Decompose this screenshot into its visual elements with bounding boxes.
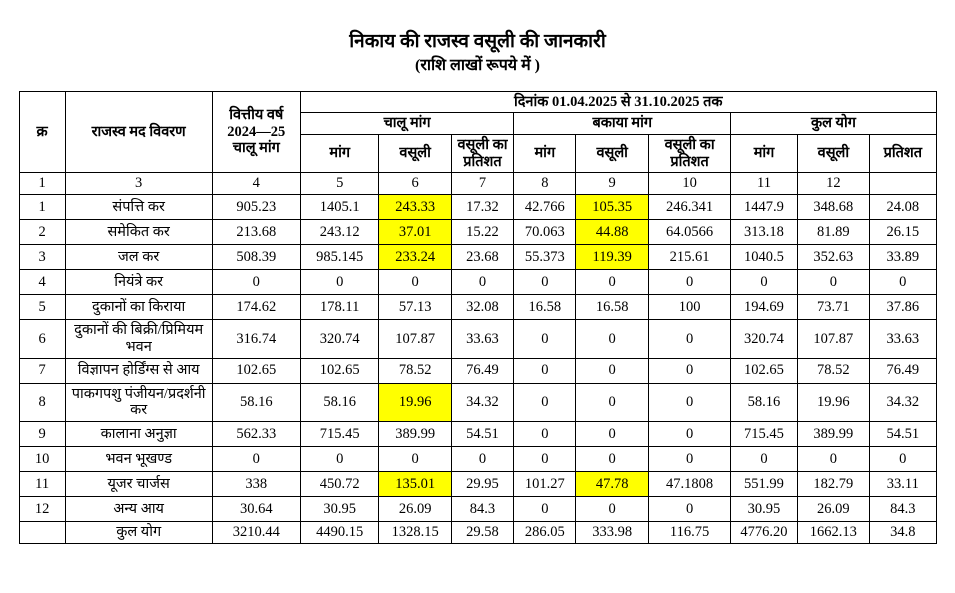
cell-arrear-pct: 64.0566 — [648, 220, 730, 245]
colnum-10: 10 — [648, 173, 730, 195]
cell-arrear-recovery: 44.88 — [576, 220, 648, 245]
cell-current-recovery: 57.13 — [379, 295, 451, 320]
cell-arrear-recovery: 0 — [576, 421, 648, 446]
total-cell-total-pct: 34.8 — [870, 521, 936, 543]
cell-current-year-demand: 316.74 — [212, 320, 300, 358]
cell-arrear-pct: 100 — [648, 295, 730, 320]
cell-current-year-demand: 0 — [212, 446, 300, 471]
cell-arrear-demand: 70.063 — [514, 220, 576, 245]
cell-arrear-recovery: 0 — [576, 270, 648, 295]
cell-current-pct: 0 — [451, 446, 513, 471]
total-cell-total-recovery: 1662.13 — [797, 521, 869, 543]
cell-current-pct: 15.22 — [451, 220, 513, 245]
colnum-blank — [870, 173, 936, 195]
cell-sno: 6 — [19, 320, 65, 358]
cell-total-recovery: 19.96 — [797, 383, 869, 421]
cell-total-recovery: 81.89 — [797, 220, 869, 245]
cell-current-pct: 76.49 — [451, 358, 513, 383]
table-row — [19, 320, 936, 358]
total-cell-arrear-demand: 286.05 — [514, 521, 576, 543]
cell-current-pct: 54.51 — [451, 421, 513, 446]
title-block — [0, 0, 955, 77]
cell-sno: 4 — [19, 270, 65, 295]
table-row — [19, 245, 936, 270]
cell-current-demand: 243.12 — [301, 220, 379, 245]
cell-description: भवन भूखण्ड — [65, 446, 212, 471]
cell-total-recovery: 0 — [797, 270, 869, 295]
cell-current-recovery: 135.01 — [379, 471, 451, 496]
table-row — [19, 220, 936, 245]
cell-current-pct: 0 — [451, 270, 513, 295]
cell-arrear-pct: 0 — [648, 320, 730, 358]
cell-total-recovery: 182.79 — [797, 471, 869, 496]
cell-sno: 8 — [19, 383, 65, 421]
cell-current-demand: 1405.1 — [301, 195, 379, 220]
cell-arrear-demand: 42.766 — [514, 195, 576, 220]
total-cell-label: कुल योग — [65, 521, 212, 543]
cell-total-demand: 320.74 — [731, 320, 797, 358]
cell-total-pct: 76.49 — [870, 358, 936, 383]
header-arrear-recovery-pct: वसूली का प्रतिशत — [648, 134, 730, 172]
cell-current-year-demand: 102.65 — [212, 358, 300, 383]
header-total-pct: प्रतिशत — [870, 134, 936, 172]
cell-current-year-demand: 174.62 — [212, 295, 300, 320]
cell-arrear-recovery: 119.39 — [576, 245, 648, 270]
table-row — [19, 270, 936, 295]
header-current-year-demand: वित्तीय वर्ष 2024—25 चालू मांग — [212, 91, 300, 173]
cell-total-demand: 715.45 — [731, 421, 797, 446]
header-total-recovery: वसूली — [797, 134, 869, 172]
cell-current-pct: 29.95 — [451, 471, 513, 496]
cell-total-demand: 1040.5 — [731, 245, 797, 270]
cell-sno: 9 — [19, 421, 65, 446]
cell-current-pct: 84.3 — [451, 496, 513, 521]
cell-sno: 1 — [19, 195, 65, 220]
cell-total-demand: 102.65 — [731, 358, 797, 383]
cell-total-recovery: 352.63 — [797, 245, 869, 270]
cell-description: संपत्ति कर — [65, 195, 212, 220]
cell-arrear-recovery: 0 — [576, 446, 648, 471]
cell-arrear-demand: 0 — [514, 358, 576, 383]
cell-current-recovery: 107.87 — [379, 320, 451, 358]
colnum-7: 7 — [451, 173, 513, 195]
cell-current-demand: 102.65 — [301, 358, 379, 383]
cell-current-demand: 320.74 — [301, 320, 379, 358]
table-total-row — [19, 521, 936, 543]
cell-description: यूजर चार्जस — [65, 471, 212, 496]
cell-total-pct: 26.15 — [870, 220, 936, 245]
table-row — [19, 471, 936, 496]
colnum-6: 6 — [379, 173, 451, 195]
cell-total-demand: 551.99 — [731, 471, 797, 496]
cell-current-year-demand: 0 — [212, 270, 300, 295]
colnum-1: 1 — [19, 173, 65, 195]
cell-total-pct: 84.3 — [870, 496, 936, 521]
cell-arrear-recovery: 105.35 — [576, 195, 648, 220]
cell-arrear-recovery: 0 — [576, 383, 648, 421]
table-row — [19, 421, 936, 446]
cell-arrear-demand: 101.27 — [514, 471, 576, 496]
table-row — [19, 195, 936, 220]
cell-arrear-demand: 0 — [514, 320, 576, 358]
cell-description: समेकित कर — [65, 220, 212, 245]
cell-total-recovery: 78.52 — [797, 358, 869, 383]
cell-current-recovery: 37.01 — [379, 220, 451, 245]
column-number-row — [19, 173, 936, 195]
cell-description: अन्य आय — [65, 496, 212, 521]
colnum-8: 8 — [514, 173, 576, 195]
cell-description: जल कर — [65, 245, 212, 270]
cell-current-demand: 178.11 — [301, 295, 379, 320]
cell-current-pct: 17.32 — [451, 195, 513, 220]
header-current-recovery: वसूली — [379, 134, 451, 172]
cell-arrear-pct: 246.341 — [648, 195, 730, 220]
cell-arrear-demand: 0 — [514, 446, 576, 471]
cell-description: पाकगपशु पंजीयन/प्रदर्शनी कर — [65, 383, 212, 421]
cell-total-pct: 34.32 — [870, 383, 936, 421]
total-cell-arrear-recovery: 333.98 — [576, 521, 648, 543]
cell-total-pct: 54.51 — [870, 421, 936, 446]
cell-current-year-demand: 508.39 — [212, 245, 300, 270]
cell-arrear-pct: 0 — [648, 270, 730, 295]
cell-current-recovery: 19.96 — [379, 383, 451, 421]
colnum-4: 4 — [212, 173, 300, 195]
cell-sno: 2 — [19, 220, 65, 245]
cell-current-year-demand: 905.23 — [212, 195, 300, 220]
cell-arrear-pct: 0 — [648, 446, 730, 471]
cell-current-pct: 23.68 — [451, 245, 513, 270]
cell-sno: 7 — [19, 358, 65, 383]
cell-total-recovery: 0 — [797, 446, 869, 471]
cell-arrear-recovery: 0 — [576, 358, 648, 383]
cell-current-year-demand: 30.64 — [212, 496, 300, 521]
cell-sno: 3 — [19, 245, 65, 270]
cell-description: नियंत्रे कर — [65, 270, 212, 295]
cell-current-pct: 34.32 — [451, 383, 513, 421]
cell-current-recovery: 233.24 — [379, 245, 451, 270]
table-head — [19, 91, 936, 195]
page-title: निकाय की राजस्व वसूली की जानकारी — [349, 31, 606, 52]
cell-total-pct: 33.63 — [870, 320, 936, 358]
table-row — [19, 383, 936, 421]
cell-total-demand: 58.16 — [731, 383, 797, 421]
cell-current-recovery: 0 — [379, 270, 451, 295]
cell-total-pct: 33.89 — [870, 245, 936, 270]
cell-current-recovery: 243.33 — [379, 195, 451, 220]
cell-arrear-demand: 0 — [514, 496, 576, 521]
cell-arrear-demand: 0 — [514, 421, 576, 446]
total-cell-current-pct: 29.58 — [451, 521, 513, 543]
header-sno: क्र — [19, 91, 65, 173]
total-cell-arrear-pct: 116.75 — [648, 521, 730, 543]
date-band-row — [19, 91, 936, 113]
cell-arrear-recovery: 16.58 — [576, 295, 648, 320]
cell-arrear-demand: 16.58 — [514, 295, 576, 320]
cell-current-demand: 985.145 — [301, 245, 379, 270]
header-group-total: कुल योग — [731, 113, 936, 135]
cell-arrear-pct: 215.61 — [648, 245, 730, 270]
cell-current-demand: 450.72 — [301, 471, 379, 496]
cell-description: कालाना अनुज्ञा — [65, 421, 212, 446]
cell-total-demand: 0 — [731, 446, 797, 471]
total-cell-current-year-demand: 3210.44 — [212, 521, 300, 543]
total-cell-total-demand: 4776.20 — [731, 521, 797, 543]
header-total-demand: मांग — [731, 134, 797, 172]
cell-current-year-demand: 58.16 — [212, 383, 300, 421]
header-group-current: चालू मांग — [301, 113, 514, 135]
cell-total-pct: 24.08 — [870, 195, 936, 220]
cell-arrear-recovery: 47.78 — [576, 471, 648, 496]
cell-total-demand: 30.95 — [731, 496, 797, 521]
cell-current-year-demand: 338 — [212, 471, 300, 496]
cell-description: दुकानों की बिक्री/प्रिमियम भवन — [65, 320, 212, 358]
cell-total-pct: 37.86 — [870, 295, 936, 320]
table-row — [19, 358, 936, 383]
cell-total-recovery: 348.68 — [797, 195, 869, 220]
cell-arrear-pct: 0 — [648, 358, 730, 383]
header-current-recovery-pct: वसूली का प्रतिशत — [451, 134, 513, 172]
table-row — [19, 496, 936, 521]
header-description: राजस्व मद विवरण — [65, 91, 212, 173]
cell-total-recovery: 389.99 — [797, 421, 869, 446]
cell-arrear-recovery: 0 — [576, 320, 648, 358]
revenue-table — [19, 91, 937, 544]
cell-current-pct: 33.63 — [451, 320, 513, 358]
cell-total-recovery: 107.87 — [797, 320, 869, 358]
cell-total-demand: 0 — [731, 270, 797, 295]
header-group-arrear: बकाया मांग — [514, 113, 731, 135]
cell-description: दुकानों का किराया — [65, 295, 212, 320]
cell-arrear-pct: 47.1808 — [648, 471, 730, 496]
cell-arrear-demand: 0 — [514, 383, 576, 421]
cell-current-demand: 0 — [301, 270, 379, 295]
cell-arrear-demand: 0 — [514, 270, 576, 295]
cell-total-demand: 194.69 — [731, 295, 797, 320]
total-cell-current-demand: 4490.15 — [301, 521, 379, 543]
table-row — [19, 295, 936, 320]
cell-arrear-pct: 0 — [648, 421, 730, 446]
colnum-9: 9 — [576, 173, 648, 195]
cell-sno: 10 — [19, 446, 65, 471]
header-arrear-demand: मांग — [514, 134, 576, 172]
cell-arrear-pct: 0 — [648, 383, 730, 421]
cell-current-recovery: 389.99 — [379, 421, 451, 446]
page-subtitle: (राशि लाखों रूपये में ) — [415, 56, 540, 74]
colnum-5: 5 — [301, 173, 379, 195]
cell-total-pct: 0 — [870, 270, 936, 295]
cell-sno: 5 — [19, 295, 65, 320]
cell-current-year-demand: 213.68 — [212, 220, 300, 245]
cell-current-recovery: 26.09 — [379, 496, 451, 521]
cell-current-demand: 58.16 — [301, 383, 379, 421]
cell-total-demand: 1447.9 — [731, 195, 797, 220]
cell-total-recovery: 73.71 — [797, 295, 869, 320]
header-current-demand: मांग — [301, 134, 379, 172]
cell-current-recovery: 78.52 — [379, 358, 451, 383]
cell-current-pct: 32.08 — [451, 295, 513, 320]
cell-total-demand: 313.18 — [731, 220, 797, 245]
cell-current-demand: 715.45 — [301, 421, 379, 446]
header-date-band: दिनांक 01.04.2025 से 31.10.2025 तक — [301, 91, 936, 113]
cell-total-pct: 33.11 — [870, 471, 936, 496]
cell-sno: 12 — [19, 496, 65, 521]
colnum-12: 12 — [797, 173, 869, 195]
table-body — [19, 195, 936, 543]
cell-current-demand: 30.95 — [301, 496, 379, 521]
cell-current-demand: 0 — [301, 446, 379, 471]
cell-total-recovery: 26.09 — [797, 496, 869, 521]
table-row — [19, 446, 936, 471]
cell-description: विज्ञापन होर्डिंग्स से आय — [65, 358, 212, 383]
colnum-3: 3 — [65, 173, 212, 195]
cell-total-pct: 0 — [870, 446, 936, 471]
cell-current-recovery: 0 — [379, 446, 451, 471]
cell-arrear-pct: 0 — [648, 496, 730, 521]
header-arrear-recovery: वसूली — [576, 134, 648, 172]
cell-current-year-demand: 562.33 — [212, 421, 300, 446]
cell-arrear-demand: 55.373 — [514, 245, 576, 270]
cell-sno: 11 — [19, 471, 65, 496]
total-cell-current-recovery: 1328.15 — [379, 521, 451, 543]
cell-arrear-recovery: 0 — [576, 496, 648, 521]
total-cell-sno — [19, 521, 65, 543]
colnum-11: 11 — [731, 173, 797, 195]
